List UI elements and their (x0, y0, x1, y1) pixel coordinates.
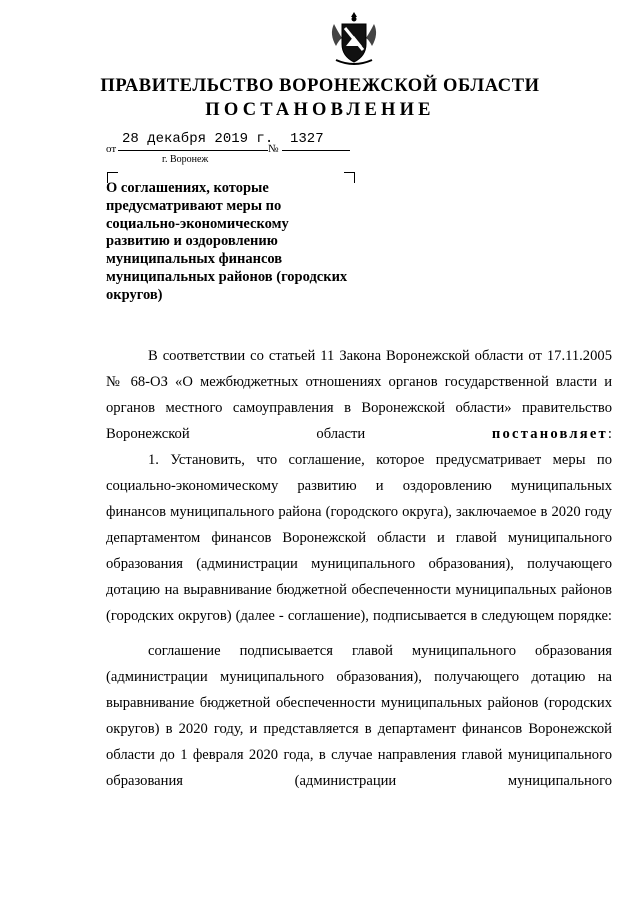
date-prefix-label: от (106, 143, 117, 155)
document-number: 1327 (290, 131, 324, 147)
preamble-paragraph (106, 343, 612, 447)
resolves-word: постановляет (491, 426, 608, 442)
coat-of-arms-icon (328, 10, 380, 70)
city-label: г. Воронеж (162, 154, 209, 165)
number-underline (282, 150, 350, 151)
document-date: 28 декабря 2019 г. (122, 131, 274, 147)
resolves-colon: : (607, 426, 612, 442)
document-body (106, 343, 612, 794)
document-subject: О соглашениях, которые предусматривают меры по социально-экономическому развитию и оздоровлению муниципальных финансов муниципальных районов (городских округов) (106, 180, 348, 303)
date-underline (118, 150, 268, 151)
preamble-text: В соответствии со статьей 11 Закона Воронежской области от 17.11.2005 № 68-ОЗ «О межбюджетных отношениях органов государственной власти и органов местного самоуправления в Воронежской области» правительство Воронежской области (106, 348, 612, 442)
item-1-detail-paragraph: соглашение подписывается главой муниципального образования (администрации муниципального образования), получающего дотацию на выравнивание бюджетной обеспеченности муниципальных районов (городских округов) в 2020 году, и представляется в департамент финансов Воронежской области до 1 февраля 2020 года, в случае направления главой муниципального образования (администрации муниципального (106, 643, 612, 789)
item-1-paragraph: 1. Установить, что соглашение, которое предусматривает меры по социально-экономическому развитию и оздоровлению муниципальных финансов муниципального района (городского округа), заключаемое в 2020 году департаментом финансов Воронежской области и главой муниципального образования (администрации муниципального образования), получающего дотацию на выравнивание бюджетной обеспеченности муниципальных районов (городских округов) (далее - соглашение), подписывается в следующем порядке: (106, 452, 612, 624)
document-type-title: ПОСТАНОВЛЕНИЕ (205, 100, 435, 120)
government-title: ПРАВИТЕЛЬСТВО ВОРОНЕЖСКОЙ ОБЛАСТИ (100, 76, 540, 96)
number-prefix-label: № (268, 143, 279, 155)
